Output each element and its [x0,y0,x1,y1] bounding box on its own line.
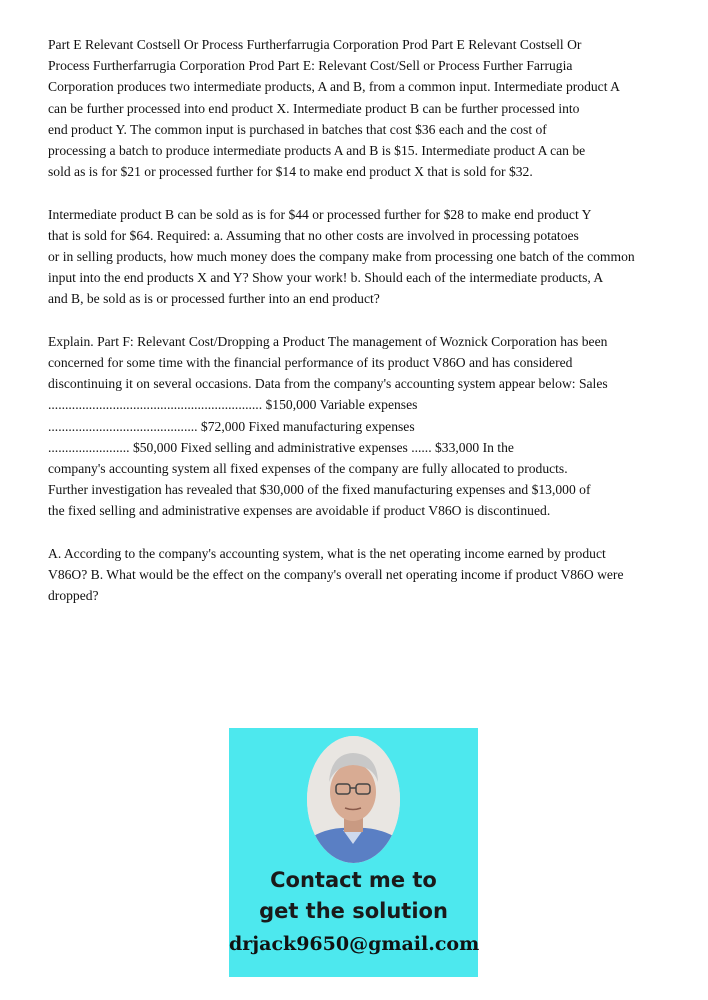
author-portrait [307,736,400,863]
paragraph-gap [48,182,678,203]
promo-title-line2: get the solution [259,899,448,923]
promo-title-line1: Contact me to [270,868,437,892]
text-line: that is sold for $64. Required: a. Assuming that no other costs are involved in processing potatoes [48,227,579,243]
text-line: discontinuing it on several occasions. Data from the company's accounting system appear below: Sales [48,376,608,392]
text-line: Corporation produces two intermediate products, A and B, from a common input. Intermediate product A [48,79,620,95]
contact-promo-banner [229,728,478,977]
text-line: input into the end products X and Y? Show your work! b. Should each of the intermediate products, A [48,270,604,286]
text-line: ............................................ $72,000 Fixed manufacturing expenses [48,418,415,434]
text-line: Further investigation has revealed that $30,000 of the fixed manufacturing expenses and $13,000 of [48,482,591,498]
text-line: processing a batch to produce intermediate products A and B is $15. Intermediate product A can be [48,143,586,159]
text-line: end product Y. The common input is purchased in batches that cost $36 each and the cost of [48,121,547,137]
text-line: sold as is for $21 or processed further for $14 to make end product X that is sold for $32. [48,164,533,180]
text-line: V86O? B. What would be the effect on the company's overall net operating income if product V86O were [48,567,624,583]
text-line: company's accounting system all fixed expenses of the company are fully allocated to products. [48,461,568,477]
text-line: Intermediate product B can be sold as is for $44 or processed further for $28 to make end product Y [48,206,592,222]
text-line: or in selling products, how much money does the company make from processing one batch of the common [48,249,635,265]
text-line: dropped? [48,588,99,604]
document-body [48,34,678,606]
text-line: and B, be sold as is or processed further into an end product? [48,291,380,307]
text-line: ............................................................... $150,000 Variable expenses [48,397,418,413]
paragraph-gap [48,522,678,543]
text-line: A. According to the company's accounting system, what is the net operating income earned by product [48,545,606,561]
text-line: can be further processed into end product X. Intermediate product B can be further processed into [48,100,580,116]
text-line: the fixed selling and administrative expenses are avoidable if product V86O is discontinued. [48,503,551,519]
text-line: concerned for some time with the financial performance of its product V86O and has considered [48,355,573,371]
paragraph-gap [48,310,678,331]
contact-email[interactable]: drjack9650@gmail.com [229,933,480,955]
text-line: Process Furtherfarrugia Corporation Prod Part E: Relevant Cost/Sell or Process Further Farrugia [48,58,573,74]
text-line: Part E Relevant Costsell Or Process Furtherfarrugia Corporation Prod Part E Relevant Costsell Or [48,37,582,52]
text-line: Explain. Part F: Relevant Cost/Dropping a Product The management of Woznick Corporation has been [48,333,608,349]
text-line: ........................ $50,000 Fixed selling and administrative expenses ...... $33,000 In the [48,439,514,455]
